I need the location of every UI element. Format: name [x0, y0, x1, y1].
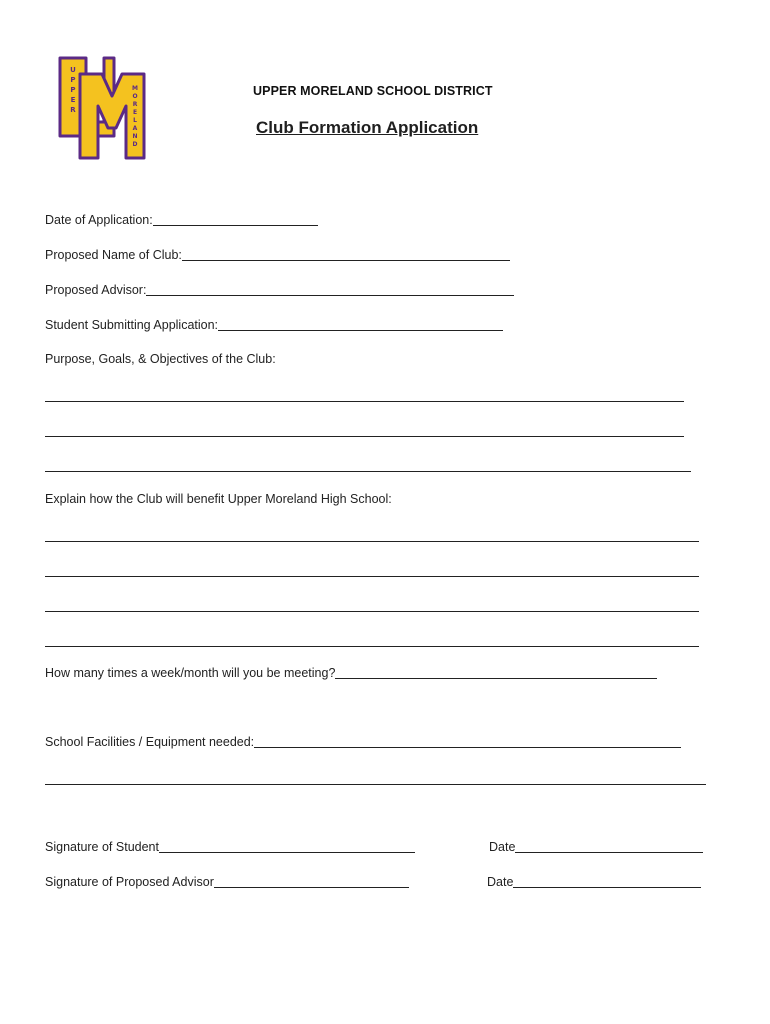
benefit-label: Explain how the Club will benefit Upper Moreland High School:: [45, 492, 392, 506]
svg-text:R: R: [132, 101, 138, 108]
advisor-signature-row: [45, 874, 409, 890]
benefit-line-4[interactable]: [45, 646, 699, 647]
svg-text:L: L: [133, 117, 137, 124]
proposed-advisor-label: Proposed Advisor:: [45, 283, 147, 297]
svg-text:R: R: [70, 106, 76, 114]
student-date-field[interactable]: [515, 839, 703, 853]
proposed-name-label: Proposed Name of Club:: [45, 248, 182, 262]
student-signature-label: Signature of Student: [45, 840, 159, 854]
purpose-line-1[interactable]: [45, 401, 684, 402]
advisor-date-row: [487, 874, 701, 890]
benefit-line-1[interactable]: [45, 541, 699, 542]
svg-text:P: P: [70, 76, 76, 84]
advisor-date-label: Date: [487, 875, 514, 889]
date-of-application-field[interactable]: [153, 212, 318, 226]
meeting-frequency-row: [45, 665, 657, 681]
facilities-field[interactable]: [254, 734, 681, 748]
student-date-label: Date: [489, 840, 516, 854]
meeting-frequency-field[interactable]: [335, 665, 657, 679]
svg-text:M: M: [132, 85, 138, 92]
student-signature-field[interactable]: [159, 839, 415, 853]
student-submitting-field[interactable]: [218, 317, 503, 331]
proposed-advisor-field[interactable]: [146, 282, 514, 296]
facilities-line-2[interactable]: [45, 784, 706, 785]
school-logo: [54, 54, 150, 164]
svg-text:D: D: [132, 141, 138, 148]
purpose-line-3[interactable]: [45, 471, 691, 472]
date-of-application-row: [45, 212, 318, 228]
svg-text:N: N: [132, 133, 138, 140]
facilities-label: School Facilities / Equipment needed:: [45, 735, 255, 749]
advisor-signature-field[interactable]: [214, 874, 409, 888]
advisor-date-field[interactable]: [513, 874, 701, 888]
proposed-name-field[interactable]: [182, 247, 510, 261]
svg-text:U: U: [70, 66, 76, 74]
benefit-line-3[interactable]: [45, 611, 699, 612]
student-submitting-label: Student Submitting Application:: [45, 318, 219, 332]
svg-text:E: E: [132, 109, 138, 116]
student-date-row: [489, 839, 703, 855]
svg-text:E: E: [70, 96, 76, 104]
svg-text:P: P: [70, 86, 76, 94]
benefit-line-2[interactable]: [45, 576, 699, 577]
student-submitting-row: [45, 317, 503, 333]
form-title: Club Formation Application: [256, 118, 479, 137]
date-of-application-label: Date of Application:: [45, 213, 153, 227]
facilities-row: [45, 734, 681, 750]
advisor-signature-label: Signature of Proposed Advisor: [45, 875, 214, 889]
svg-text:A: A: [132, 125, 138, 132]
proposed-advisor-row: [45, 282, 514, 298]
student-signature-row: [45, 839, 415, 855]
proposed-name-row: [45, 247, 510, 263]
purpose-line-2[interactable]: [45, 436, 684, 437]
district-name: UPPER MORELAND SCHOOL DISTRICT: [253, 84, 493, 98]
purpose-label: Purpose, Goals, & Objectives of the Club:: [45, 352, 276, 366]
meeting-frequency-label: How many times a week/month will you be meeting?: [45, 666, 336, 680]
svg-text:O: O: [132, 93, 138, 100]
